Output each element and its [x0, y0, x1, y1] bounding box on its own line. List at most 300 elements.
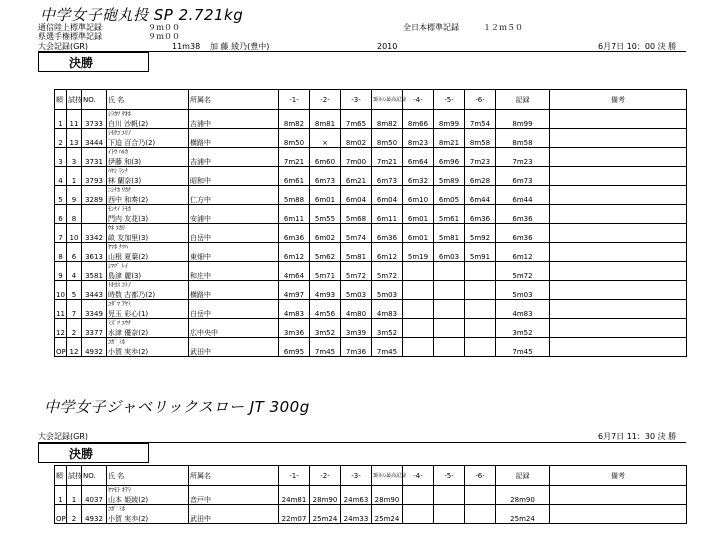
- cell-spacer: [279, 319, 310, 329]
- cell-t6: [465, 495, 496, 505]
- cell-team: 昭和中: [189, 176, 279, 186]
- cell-spacer: [82, 129, 107, 139]
- cell-t4: [403, 514, 434, 524]
- table-row-kana: [55, 224, 687, 234]
- cell-t1: 7m21: [279, 157, 310, 167]
- cell-spacer: [341, 300, 372, 310]
- cell-spacer: [189, 243, 279, 253]
- cell-t5: 5m89: [434, 176, 465, 186]
- table-row-kana: [55, 205, 687, 215]
- cell-spacer: [341, 186, 372, 196]
- cell-order: 1: [67, 495, 82, 505]
- event1-datetime: 6月7日 10：00 決 勝: [598, 42, 677, 51]
- cell-spacer: [55, 148, 67, 158]
- cell-spacer: [189, 224, 279, 234]
- column-header: -4-: [403, 466, 434, 486]
- column-header: NO.: [82, 466, 107, 486]
- cell-t4: 6m64: [403, 157, 434, 167]
- table-row-kana: [55, 129, 687, 139]
- cell-spacer: [403, 505, 434, 515]
- cell-spacer: [372, 224, 403, 234]
- column-header: -3-: [341, 90, 372, 110]
- cell-best3: 5m03: [372, 290, 403, 300]
- athlete-kana: ｼﾓｻｺ ﾕﾘﾉ: [107, 129, 189, 139]
- cell-rank: OP: [56, 514, 66, 523]
- cell-t6: [465, 290, 496, 300]
- event2-title: 中学女子ジャベリックスロー JT 300g: [44, 398, 310, 416]
- cell-note: [550, 119, 687, 129]
- table-row-kana: [55, 262, 687, 272]
- cell-record: 7m23: [496, 157, 550, 167]
- cell-spacer: [82, 319, 107, 329]
- meet-record-holder: 加 藤 綾乃(豊中): [210, 42, 270, 51]
- cell-spacer: [189, 129, 279, 139]
- cell-spacer: [341, 319, 372, 329]
- cell-t1: 22m07: [279, 514, 310, 524]
- cell-t6: 6m28: [465, 176, 496, 186]
- cell-spacer: [434, 186, 465, 196]
- cell-spacer: [372, 186, 403, 196]
- cell-t5: 5m61: [434, 214, 465, 224]
- cell-record: 4m83: [496, 309, 550, 319]
- cell-t4: 6m10: [403, 195, 434, 205]
- cell-t4: 6m32: [403, 176, 434, 186]
- cell-spacer: [341, 281, 372, 291]
- cell-best3: 3m52: [372, 328, 403, 338]
- cell-t5: [434, 290, 465, 300]
- cell-spacer: [279, 486, 310, 496]
- cell-order: 4: [67, 271, 82, 281]
- cell-spacer: [82, 110, 107, 120]
- cell-spacer: [550, 300, 687, 310]
- cell-team: 安浦中: [189, 214, 279, 224]
- cell-rank: 1: [55, 119, 67, 129]
- cell-team: 白岳中: [189, 309, 279, 319]
- cell-spacer: [82, 186, 107, 196]
- cell-rank: 9: [55, 271, 67, 281]
- cell-spacer: [55, 319, 67, 329]
- cell-t1: 6m12: [279, 252, 310, 262]
- column-header: -1-: [279, 466, 310, 486]
- cell-best3: 6m12: [372, 252, 403, 262]
- cell-record: 6m36: [496, 214, 550, 224]
- cell-name: 伊藤 和(3): [107, 157, 189, 167]
- cell-spacer: [341, 167, 372, 177]
- cell-spacer: [372, 281, 403, 291]
- cell-spacer: [434, 129, 465, 139]
- cell-rank: 4: [55, 176, 67, 186]
- cell-t1: 4m64: [279, 271, 310, 281]
- cell-spacer: [82, 224, 107, 234]
- cell-team: 仁方中: [189, 195, 279, 205]
- cell-no: 3733: [82, 119, 107, 129]
- cell-t6: 5m92: [465, 233, 496, 243]
- athlete-kana: ｺｶﾞ ﾐﾎ: [107, 505, 189, 515]
- national-standard-label: 全日本標準記録: [403, 23, 459, 32]
- table-row: [55, 157, 687, 167]
- cell-spacer: [550, 281, 687, 291]
- cell-t2: 6m01: [310, 195, 341, 205]
- cell-spacer: [465, 148, 496, 158]
- cell-spacer: [341, 110, 372, 120]
- cell-t4: [403, 495, 434, 505]
- cell-spacer: [341, 338, 372, 348]
- cell-t4: 6m01: [403, 214, 434, 224]
- table-row-kana: [55, 300, 687, 310]
- cell-rank: 2: [55, 138, 67, 148]
- cell-no: 3444: [82, 138, 107, 148]
- column-header: 備考: [550, 466, 687, 486]
- cell-t6: 7m54: [465, 119, 496, 129]
- cell-rank: 7: [55, 233, 67, 243]
- cell-spacer: [67, 281, 82, 291]
- cell-spacer: [82, 338, 107, 348]
- cell-spacer: [434, 205, 465, 215]
- table-row-kana: [55, 338, 687, 348]
- cell-spacer: [67, 243, 82, 253]
- cell-spacer: [279, 300, 310, 310]
- cell-spacer: [310, 486, 341, 496]
- cell-spacer: [189, 300, 279, 310]
- cell-spacer: [372, 486, 403, 496]
- cell-rank: 12: [56, 328, 65, 337]
- cell-rank: OP: [56, 347, 66, 356]
- table-row: [55, 252, 687, 262]
- cell-spacer: [403, 224, 434, 234]
- cell-note: [550, 290, 687, 300]
- cell-spacer: [372, 148, 403, 158]
- column-header: 記録: [496, 90, 550, 110]
- cell-spacer: [465, 262, 496, 272]
- cell-spacer: [67, 224, 82, 234]
- cell-spacer: [465, 110, 496, 120]
- cell-spacer: [189, 338, 279, 348]
- cell-name: 児玉 彩心(1): [107, 309, 189, 319]
- cell-t2: 8m81: [310, 119, 341, 129]
- cell-spacer: [496, 129, 550, 139]
- cell-team: 和庄中: [189, 271, 279, 281]
- athlete-kana: ﾔﾏﾓﾄ ｷｱﾗ: [107, 486, 189, 496]
- table-row-kana: [55, 243, 687, 253]
- cell-t2: 3m52: [310, 328, 341, 338]
- column-header: -6-: [465, 90, 496, 110]
- cell-spacer: [434, 486, 465, 496]
- cell-note: [550, 514, 687, 524]
- cell-spacer: [82, 262, 107, 272]
- cell-t5: [434, 347, 465, 357]
- cell-name: 島津 麗(3): [107, 271, 189, 281]
- cell-spacer: [279, 338, 310, 348]
- table-header-row: [55, 466, 687, 486]
- cell-name: 畝 友加里(3): [107, 233, 189, 243]
- cell-spacer: [55, 262, 67, 272]
- cell-spacer: [550, 486, 687, 496]
- cell-spacer: [189, 167, 279, 177]
- cell-spacer: [341, 205, 372, 215]
- cell-spacer: [67, 319, 82, 329]
- pref-standard-value: ９ｍ００: [148, 32, 180, 41]
- cell-spacer: [372, 205, 403, 215]
- cell-t1: 8m82: [279, 119, 310, 129]
- cell-spacer: [55, 486, 67, 496]
- cell-t2: 25m24: [310, 514, 341, 524]
- column-header: -4-: [403, 90, 434, 110]
- table-row: [55, 214, 687, 224]
- round-label-box: [38, 52, 149, 72]
- cell-t6: [465, 328, 496, 338]
- cell-spacer: [496, 338, 550, 348]
- cell-t1: 6m36: [279, 233, 310, 243]
- cell-t3: 24m33: [341, 514, 372, 524]
- cell-no: 3377: [82, 328, 107, 338]
- cell-t3: 5m74: [341, 233, 372, 243]
- cell-spacer: [465, 486, 496, 496]
- cell-t5: 8m99: [434, 119, 465, 129]
- cell-t1: 6m61: [279, 176, 310, 186]
- cell-spacer: [67, 167, 82, 177]
- cell-spacer: [55, 300, 67, 310]
- cell-spacer: [496, 224, 550, 234]
- cell-best3: 7m21: [372, 157, 403, 167]
- cell-t6: 6m36: [465, 214, 496, 224]
- cell-spacer: [310, 243, 341, 253]
- cell-order: 8: [67, 214, 82, 224]
- cell-record: 6m36: [496, 233, 550, 243]
- cell-spacer: [67, 110, 82, 120]
- cell-rank: 10: [56, 290, 65, 299]
- cell-spacer: [67, 205, 82, 215]
- cell-spacer: [310, 262, 341, 272]
- column-header: -5-: [434, 90, 465, 110]
- cell-record: 7m45: [496, 347, 550, 357]
- column-header: -3-: [341, 466, 372, 486]
- cell-order: 2: [67, 514, 82, 524]
- cell-spacer: [82, 486, 107, 496]
- table-row: [55, 309, 687, 319]
- table-row: [55, 328, 687, 338]
- cell-spacer: [341, 262, 372, 272]
- cell-order: 10: [67, 233, 82, 243]
- cell-spacer: [496, 167, 550, 177]
- cell-rank: 3: [55, 157, 67, 167]
- cell-note: [550, 309, 687, 319]
- cell-spacer: [55, 110, 67, 120]
- cell-order: 1: [67, 176, 82, 186]
- cell-t2: 5m71: [310, 271, 341, 281]
- cell-spacer: [55, 338, 67, 348]
- column-header: 3回の最高記録: [372, 90, 403, 110]
- cell-no: [82, 214, 107, 224]
- cell-t5: [434, 514, 465, 524]
- cell-spacer: [465, 505, 496, 515]
- athlete-kana: ﾓﾝﾅｲ ﾄﾓｶ: [107, 205, 189, 215]
- cell-record: 3m52: [496, 328, 550, 338]
- cell-spacer: [403, 319, 434, 329]
- cell-order: 6: [67, 252, 82, 262]
- cell-best3: 6m11: [372, 214, 403, 224]
- cell-note: [550, 176, 687, 186]
- cell-spacer: [550, 319, 687, 329]
- cell-record: 6m44: [496, 195, 550, 205]
- cell-spacer: [550, 167, 687, 177]
- cell-t1: 3m36: [279, 328, 310, 338]
- athlete-kana: ﾔﾏﾈ ﾅﾂﾊ: [107, 243, 189, 253]
- cell-rank: 11: [56, 309, 65, 318]
- cell-spacer: [310, 110, 341, 120]
- cell-spacer: [189, 110, 279, 120]
- cell-spacer: [67, 262, 82, 272]
- cell-spacer: [550, 205, 687, 215]
- cell-t1: 4m83: [279, 309, 310, 319]
- cell-best3: 4m83: [372, 309, 403, 319]
- cell-order: 2: [67, 328, 82, 338]
- cell-team: 白岳中: [189, 233, 279, 243]
- cell-spacer: [434, 338, 465, 348]
- cell-spacer: [403, 110, 434, 120]
- cell-note: [550, 138, 687, 148]
- cell-t2: 5m55: [310, 214, 341, 224]
- cell-spacer: [341, 224, 372, 234]
- cell-t5: 6m05: [434, 195, 465, 205]
- cell-t5: 6m96: [434, 157, 465, 167]
- cell-best3: 25m24: [372, 514, 403, 524]
- cell-best3: 8m82: [372, 119, 403, 129]
- table-row-kana: [55, 281, 687, 291]
- cell-team: 広中央中: [189, 328, 279, 338]
- cell-spacer: [279, 167, 310, 177]
- athlete-kana: ﾄｷﾖｽ ｺﾄﾉ: [107, 281, 189, 291]
- cell-spacer: [403, 243, 434, 253]
- cell-t6: 6m44: [465, 195, 496, 205]
- cell-team: 吉浦中: [189, 157, 279, 167]
- cell-spacer: [279, 505, 310, 515]
- cell-spacer: [372, 110, 403, 120]
- cell-t6: [465, 514, 496, 524]
- cell-no: 3289: [82, 195, 107, 205]
- cell-spacer: [67, 300, 82, 310]
- cell-spacer: [434, 300, 465, 310]
- event2-meet-record-label: 大会記録(GR): [38, 432, 88, 441]
- cell-name: 門内 友花(3): [107, 214, 189, 224]
- comm-standard-label: 通信陸上標準記録: [38, 23, 102, 32]
- cell-best3: 5m72: [372, 271, 403, 281]
- cell-spacer: [465, 167, 496, 177]
- cell-note: [550, 157, 687, 167]
- cell-spacer: [434, 243, 465, 253]
- cell-team: 武田中: [189, 347, 279, 357]
- cell-spacer: [403, 338, 434, 348]
- cell-name: 山根 夏葉(2): [107, 252, 189, 262]
- event2-datetime: 6月7日 11：30 決 勝: [598, 432, 677, 441]
- cell-t4: 8m66: [403, 119, 434, 129]
- cell-spacer: [496, 505, 550, 515]
- cell-spacer: [67, 186, 82, 196]
- cell-spacer: [434, 110, 465, 120]
- cell-t4: [403, 271, 434, 281]
- cell-spacer: [465, 319, 496, 329]
- cell-best3: 7m45: [372, 347, 403, 357]
- cell-no: 3443: [82, 290, 107, 300]
- cell-spacer: [55, 167, 67, 177]
- cell-spacer: [189, 505, 279, 515]
- cell-no: 3613: [82, 252, 107, 262]
- cell-record: 6m12: [496, 252, 550, 262]
- column-header: 氏 名: [107, 90, 189, 110]
- cell-t2: 4m93: [310, 290, 341, 300]
- table-row: [55, 176, 687, 186]
- cell-spacer: [189, 486, 279, 496]
- cell-rank: 5: [55, 195, 67, 205]
- cell-spacer: [434, 148, 465, 158]
- cell-t6: 7m23: [465, 157, 496, 167]
- cell-spacer: [403, 205, 434, 215]
- cell-t6: 5m91: [465, 252, 496, 262]
- table-row: [55, 119, 687, 129]
- cell-spacer: [465, 300, 496, 310]
- cell-spacer: [550, 338, 687, 348]
- cell-spacer: [372, 319, 403, 329]
- cell-spacer: [310, 148, 341, 158]
- cell-team: 東畑中: [189, 252, 279, 262]
- cell-t6: [465, 309, 496, 319]
- cell-spacer: [189, 205, 279, 215]
- table-row: [55, 195, 687, 205]
- cell-spacer: [67, 338, 82, 348]
- athlete-kana: ﾆｼﾅｶ ﾜｶﾅ: [107, 186, 189, 196]
- cell-name: 山本 姫綾(2): [107, 495, 189, 505]
- cell-best3: 28m90: [372, 495, 403, 505]
- column-header: 所属名: [189, 466, 279, 486]
- cell-t1: 5m88: [279, 195, 310, 205]
- cell-t3: 3m39: [341, 328, 372, 338]
- cell-t2: 7m45: [310, 347, 341, 357]
- cell-rank: 1: [55, 495, 67, 505]
- cell-t3: 4m80: [341, 309, 372, 319]
- cell-spacer: [550, 129, 687, 139]
- cell-t4: [403, 309, 434, 319]
- cell-t4: 6m01: [403, 233, 434, 243]
- table-row: [55, 495, 687, 505]
- event1-title: 中学女子砲丸投 SP 2.721kg: [40, 6, 244, 24]
- cell-rank: 6: [55, 214, 67, 224]
- cell-spacer: [341, 486, 372, 496]
- cell-t4: 8m23: [403, 138, 434, 148]
- results-table-shot-put: [54, 89, 687, 357]
- cell-spacer: [55, 224, 67, 234]
- cell-order: 9: [67, 195, 82, 205]
- table-row-kana: [55, 148, 687, 158]
- cell-spacer: [465, 129, 496, 139]
- cell-best3: 6m04: [372, 195, 403, 205]
- cell-t3: 6m21: [341, 176, 372, 186]
- cell-t2: 28m90: [310, 495, 341, 505]
- cell-t1: 24m81: [279, 495, 310, 505]
- cell-spacer: [55, 129, 67, 139]
- cell-spacer: [403, 148, 434, 158]
- cell-spacer: [67, 486, 82, 496]
- cell-t3: 7m00: [341, 157, 372, 167]
- cell-spacer: [403, 167, 434, 177]
- cell-spacer: [189, 319, 279, 329]
- column-header: NO.: [82, 90, 107, 110]
- cell-spacer: [279, 243, 310, 253]
- cell-record: 5m72: [496, 271, 550, 281]
- cell-team: 横路中: [189, 290, 279, 300]
- meet-record-label: 大会記録(GR): [38, 42, 88, 51]
- cell-spacer: [403, 262, 434, 272]
- cell-t2: 6m02: [310, 233, 341, 243]
- column-header: 氏 名: [107, 466, 189, 486]
